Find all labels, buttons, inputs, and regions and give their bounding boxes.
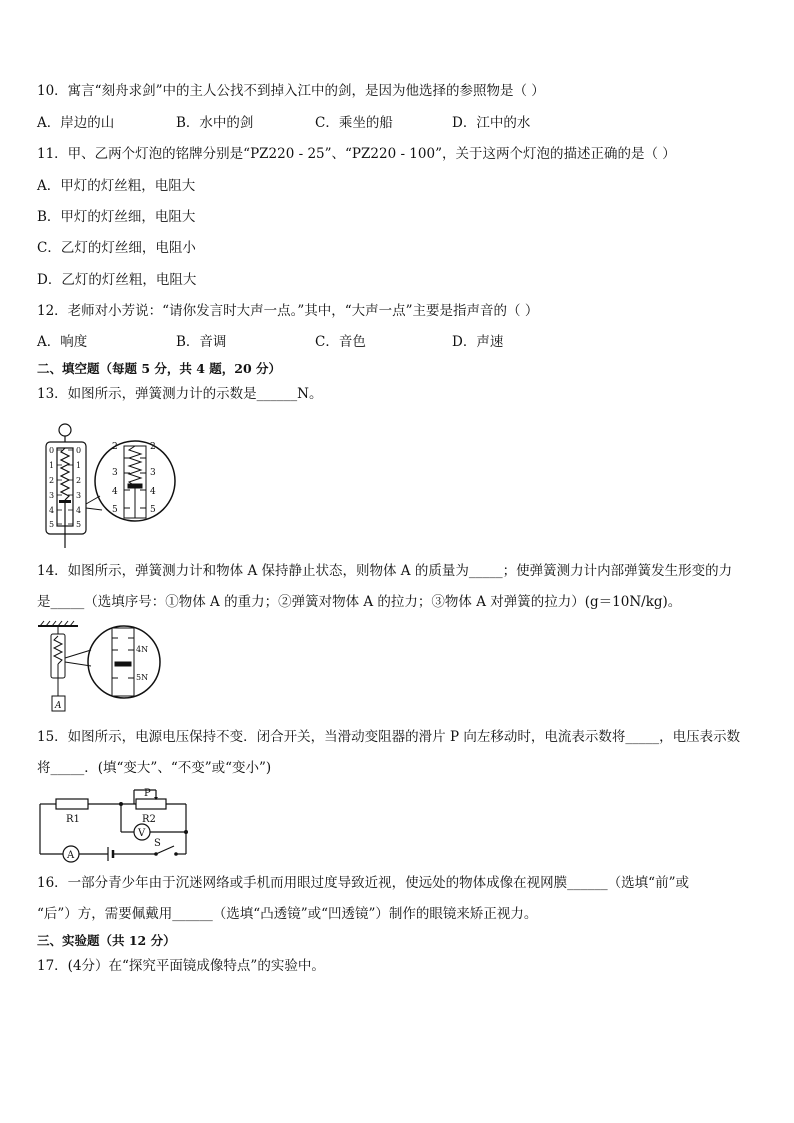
question-17-stem: 17．(4分）在“探究平面镜成像特点”的实验中。 xyxy=(37,958,325,974)
zoom-connector xyxy=(86,508,102,510)
question-14-line-2: 是_____（选填序号：①物体 A 的重力；②弹簧对物体 A 的拉力；③物体 A 对弹簧的拉力）(g＝10N/kg)。 xyxy=(37,594,682,610)
scale-label-right: 3 xyxy=(76,491,82,500)
spring-scale-figure-13 xyxy=(40,418,180,550)
q11-option-d: D．乙灯的灯丝粗，电阻大 xyxy=(37,272,197,288)
circuit-wires xyxy=(40,790,186,862)
zoom-labels xyxy=(136,645,148,682)
q12-option-b: B．音调 xyxy=(176,334,227,350)
label-p: P xyxy=(144,788,151,799)
question-16-line-2: “后”）方，需要佩戴用______（选填“凸透镜”或“凹透镜”）制作的眼镜来矫正视力。 xyxy=(37,906,538,922)
zoom-connector xyxy=(65,662,91,666)
q11-option-b: B．甲灯的灯丝细，电阻大 xyxy=(37,209,196,225)
zoom-labels xyxy=(112,442,156,515)
q12-option-d: D．声速 xyxy=(452,334,504,350)
scale-label-left: 2 xyxy=(49,476,55,485)
scale-label-right: 0 xyxy=(76,446,82,455)
zoom-detail xyxy=(112,628,134,696)
scale-label-right: 1 xyxy=(76,461,82,470)
zoom-label: 4 xyxy=(150,487,156,497)
question-11-stem: 11．甲、乙两个灯泡的铭牌分别是“PZ220 - 25”、“PZ220 - 100”，关于这两个灯泡的描述正确的是（ ） xyxy=(37,146,676,162)
object-a-label: A xyxy=(55,701,62,711)
scale-label-left: 4 xyxy=(49,506,55,515)
zoom-label: 3 xyxy=(112,468,118,478)
label-v: V xyxy=(138,828,146,839)
section-2-heading: 二、填空题（每题 5 分，共 4 题，20 分） xyxy=(37,361,282,376)
circuit-figure-15 xyxy=(36,784,196,864)
hanging-scale-figure-14 xyxy=(36,620,166,716)
resistor-r1 xyxy=(56,799,88,809)
scale-label-right: 4 xyxy=(76,506,82,515)
q10-option-a: A．岸边的山 xyxy=(37,115,115,131)
q11-option-c: C．乙灯的灯丝细，电阻小 xyxy=(37,240,196,256)
scale-label-left: 1 xyxy=(49,461,55,470)
label-r2: R2 xyxy=(142,814,156,825)
q12-option-c: C．音色 xyxy=(315,334,366,350)
question-10-stem: 10．寓言“刻舟求剑”中的主人公找不到掉入江中的剑，是因为他选择的参照物是（ ） xyxy=(37,83,545,99)
zoom-label: 5 xyxy=(112,505,118,515)
ceiling-support xyxy=(38,621,78,634)
hanging-scale-body xyxy=(51,634,65,696)
zoom-label: 5 xyxy=(150,505,156,515)
resistor-r2 xyxy=(136,799,166,809)
label-s: S xyxy=(154,838,161,849)
zoom-label: 2 xyxy=(112,442,118,452)
zoom-label: 2 xyxy=(150,442,156,452)
zoom-label: 4 xyxy=(112,487,118,497)
zoom-label: 5N xyxy=(136,673,149,682)
scale-label-left: 0 xyxy=(49,446,55,455)
zoom-label: 3 xyxy=(150,468,156,478)
question-15-line-2: 将_____．(填“变大”、“不变”或“变小”) xyxy=(37,760,272,776)
label-r1: R1 xyxy=(66,814,80,825)
q12-option-a: A．响度 xyxy=(37,334,88,350)
label-a: A xyxy=(67,850,75,861)
zoom-connector xyxy=(65,650,91,658)
spring-scale-body xyxy=(46,424,86,548)
q10-option-c: C．乘坐的船 xyxy=(315,115,393,131)
scale-label-left: 5 xyxy=(49,520,55,529)
q11-option-a: A．甲灯的灯丝粗，电阻大 xyxy=(37,178,196,194)
scale-label-right: 5 xyxy=(76,520,82,529)
zoom-detail xyxy=(124,446,146,518)
question-13-stem: 13．如图所示，弹簧测力计的示数是______N。 xyxy=(37,386,323,402)
q10-option-b: B．水中的剑 xyxy=(176,115,254,131)
question-16-line-1: 16．一部分青少年由于沉迷网络或手机而用眼过度导致近视，使远处的物体成像在视网膜______（选填“前”或 xyxy=(37,875,689,891)
q10-option-d: D．江中的水 xyxy=(452,115,531,131)
question-12-stem: 12．老师对小芳说：“请你发言时大声一点。”其中，“大声一点”主要是指声音的（ ） xyxy=(37,303,539,319)
spring-scale-pointer xyxy=(59,500,71,503)
question-15-line-1: 15．如图所示，电源电压保持不变．闭合开关，当滑动变阻器的滑片 P 向左移动时，电流表示数将_____，电压表示数 xyxy=(37,729,741,745)
section-3-heading: 三、实验题（共 12 分） xyxy=(37,933,176,948)
question-14-line-1: 14．如图所示，弹簧测力计和物体 A 保持静止状态，则物体 A 的质量为_____；使弹簧测力计内部弹簧发生形变的力 xyxy=(37,563,733,579)
zoom-label: 4N xyxy=(136,645,149,654)
scale-label-right: 2 xyxy=(76,476,82,485)
scale-label-left: 3 xyxy=(49,491,55,500)
